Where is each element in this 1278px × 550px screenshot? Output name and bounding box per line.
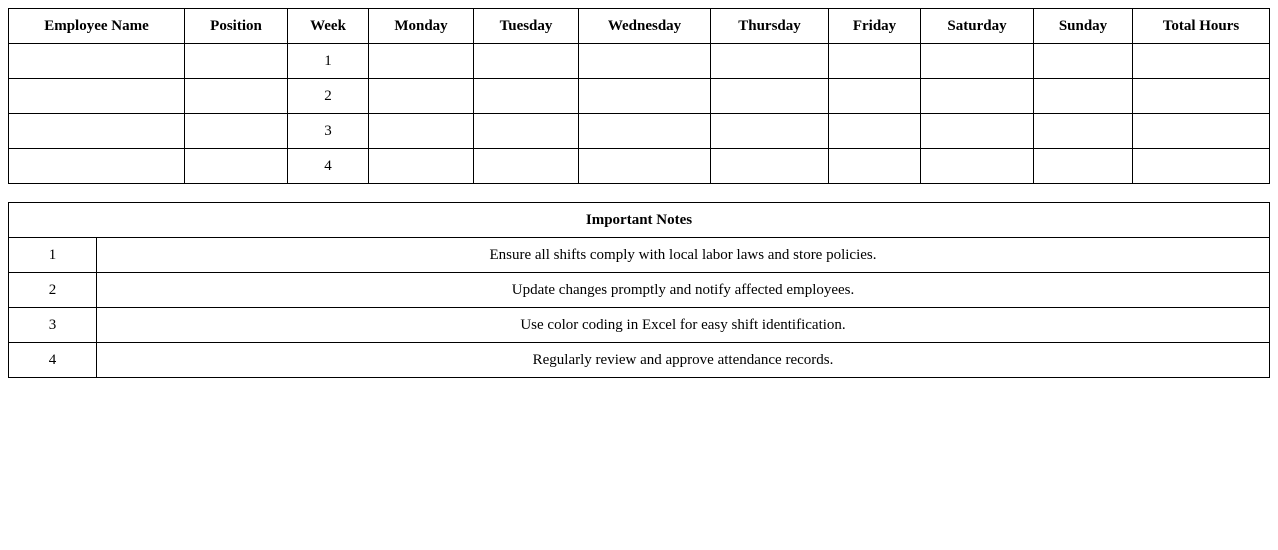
- notes-title: Important Notes: [9, 203, 1270, 238]
- schedule-cell[interactable]: [1034, 114, 1133, 149]
- schedule-cell[interactable]: [9, 114, 185, 149]
- note-row: [9, 238, 1270, 273]
- schedule-cell[interactable]: [1133, 44, 1270, 79]
- schedule-cell[interactable]: [829, 79, 921, 114]
- note-text: Regularly review and approve attendance records.: [97, 343, 1270, 378]
- schedule-cell[interactable]: [711, 79, 829, 114]
- schedule-cell[interactable]: [185, 149, 288, 184]
- column-header: Employee Name: [9, 9, 185, 44]
- schedule-cell[interactable]: [474, 79, 579, 114]
- schedule-cell[interactable]: [185, 79, 288, 114]
- schedule-cell[interactable]: [1133, 149, 1270, 184]
- schedule-table: [8, 8, 1270, 184]
- schedule-cell[interactable]: [829, 114, 921, 149]
- note-num: 4: [9, 343, 97, 378]
- note-num: 3: [9, 308, 97, 343]
- schedule-cell[interactable]: [579, 44, 711, 79]
- note-text: Ensure all shifts comply with local labor laws and store policies.: [97, 238, 1270, 273]
- column-header: Week: [288, 9, 369, 44]
- schedule-cell[interactable]: [829, 44, 921, 79]
- schedule-cell[interactable]: [1034, 44, 1133, 79]
- schedule-cell[interactable]: [474, 44, 579, 79]
- column-header: Total Hours: [1133, 9, 1270, 44]
- table-row: [9, 44, 1270, 79]
- note-row: [9, 273, 1270, 308]
- schedule-cell[interactable]: [369, 114, 474, 149]
- schedule-cell[interactable]: [921, 79, 1034, 114]
- note-row: [9, 343, 1270, 378]
- schedule-cell[interactable]: [9, 149, 185, 184]
- week-cell: 2: [288, 79, 369, 114]
- column-header: Sunday: [1034, 9, 1133, 44]
- note-text: Update changes promptly and notify affected employees.: [97, 273, 1270, 308]
- week-cell: 3: [288, 114, 369, 149]
- schedule-cell[interactable]: [711, 44, 829, 79]
- schedule-cell[interactable]: [1034, 149, 1133, 184]
- schedule-cell[interactable]: [185, 44, 288, 79]
- column-header: Monday: [369, 9, 474, 44]
- schedule-cell[interactable]: [369, 149, 474, 184]
- schedule-cell[interactable]: [185, 114, 288, 149]
- schedule-cell[interactable]: [369, 79, 474, 114]
- column-header: Wednesday: [579, 9, 711, 44]
- table-row: [9, 79, 1270, 114]
- schedule-cell[interactable]: [369, 44, 474, 79]
- note-text: Use color coding in Excel for easy shift identification.: [97, 308, 1270, 343]
- schedule-cell[interactable]: [9, 44, 185, 79]
- schedule-cell[interactable]: [711, 149, 829, 184]
- schedule-cell[interactable]: [1133, 79, 1270, 114]
- schedule-cell[interactable]: [1133, 114, 1270, 149]
- table-row: [9, 114, 1270, 149]
- schedule-cell[interactable]: [579, 79, 711, 114]
- schedule-cell[interactable]: [474, 114, 579, 149]
- column-header: Friday: [829, 9, 921, 44]
- column-header: Thursday: [711, 9, 829, 44]
- column-header: Tuesday: [474, 9, 579, 44]
- schedule-cell[interactable]: [711, 114, 829, 149]
- schedule-cell[interactable]: [829, 149, 921, 184]
- column-header: Saturday: [921, 9, 1034, 44]
- schedule-cell[interactable]: [9, 79, 185, 114]
- week-cell: 1: [288, 44, 369, 79]
- note-num: 2: [9, 273, 97, 308]
- week-cell: 4: [288, 149, 369, 184]
- schedule-cell[interactable]: [579, 149, 711, 184]
- header-row: [9, 9, 1270, 44]
- note-num: 1: [9, 238, 97, 273]
- schedule-cell[interactable]: [474, 149, 579, 184]
- table-row: [9, 149, 1270, 184]
- schedule-cell[interactable]: [1034, 79, 1133, 114]
- note-row: [9, 308, 1270, 343]
- schedule-cell[interactable]: [579, 114, 711, 149]
- schedule-cell[interactable]: [921, 149, 1034, 184]
- notes-table: [8, 202, 1270, 378]
- column-header: Position: [185, 9, 288, 44]
- schedule-cell[interactable]: [921, 44, 1034, 79]
- schedule-cell[interactable]: [921, 114, 1034, 149]
